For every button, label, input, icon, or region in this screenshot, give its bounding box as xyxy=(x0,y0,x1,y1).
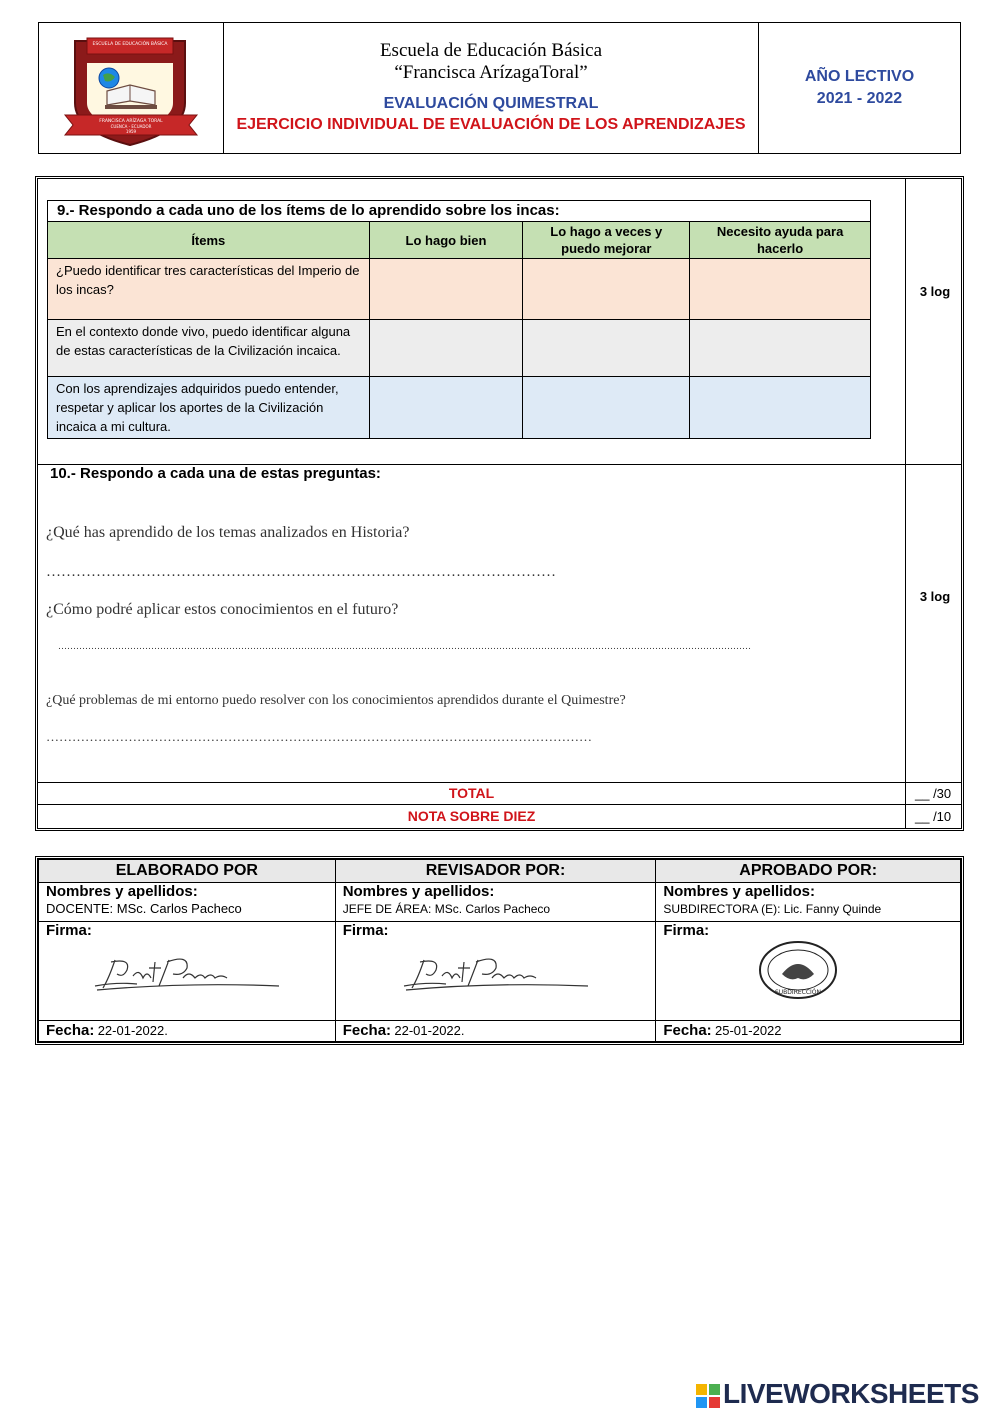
q9-row-2 xyxy=(48,320,871,377)
q9-score: 3 log xyxy=(919,284,951,299)
q9-answer-sometimes[interactable] xyxy=(523,320,690,377)
exercise-title: EJERCICIO INDIVIDUAL DE EVALUACIÓN DE LOS APRENDIZAJES xyxy=(236,116,746,133)
approval-header-aprobado: APROBADO POR: xyxy=(656,860,961,883)
approval-names-row xyxy=(39,883,961,922)
liveworksheets-text: LIVEWORKSHEETS xyxy=(723,1378,979,1409)
official-stamp xyxy=(754,934,844,1004)
q10-answer-3[interactable]: ……………………………………………………………………………………………………………… xyxy=(46,729,592,744)
logo-year-text: 1959 xyxy=(125,129,137,134)
q9-answer-good[interactable] xyxy=(369,259,523,320)
total-divider-top xyxy=(38,782,961,783)
q9-row-3 xyxy=(48,377,871,439)
approval-signature-row xyxy=(39,922,961,1021)
names-label: Nombres y apellidos: xyxy=(46,883,198,900)
liveworksheets-logo[interactable] xyxy=(696,1378,979,1410)
q10-question-3: ¿Qué problemas de mi entorno puedo resolver con los conocimientos aprendidos durante el Quimestre? xyxy=(46,693,626,708)
year-label: AÑO LECTIVO xyxy=(804,68,915,85)
firma-label: Firma: xyxy=(46,922,92,939)
fecha-revisado: 22-01-2022. xyxy=(394,1023,465,1038)
logo-banner-text: ESCUELA DE EDUCACIÓN BÁSICA xyxy=(92,42,168,47)
q10-answer-1[interactable]: ………………………………………………………………………………………… xyxy=(46,564,556,580)
q9-title: 9.- Respondo a cada uno de los ítems de lo aprendido sobre los incas: xyxy=(47,200,871,221)
q10-question-1: ¿Qué has aprendido de los temas analizados en Historia? xyxy=(46,524,410,541)
stamp-text: SUBDIRECCIÓN xyxy=(775,989,822,996)
fecha-label: Fecha: xyxy=(46,1022,95,1039)
q9-item-text: Con los aprendizajes adquiridos puedo entender, respetar y aplicar los aportes de la Civilización incaica a mi cultura. xyxy=(48,377,370,439)
q9-answer-help[interactable] xyxy=(690,377,871,439)
q9-answer-good[interactable] xyxy=(369,377,523,439)
approval-date-row xyxy=(39,1021,961,1042)
name-elaborado: DOCENTE: MSc. Carlos Pacheco xyxy=(46,901,242,916)
signature-elaborado xyxy=(87,948,287,998)
approval-header-elaborado: ELABORADO POR xyxy=(39,860,336,883)
q9-answer-sometimes[interactable] xyxy=(523,377,690,439)
q9-col-sometimes: Lo hago a veces y puedo mejorar xyxy=(523,222,690,259)
name-revisado: JEFE DE ÁREA: MSc. Carlos Pacheco xyxy=(342,902,551,916)
q9-col-items: Ítems xyxy=(48,222,370,259)
school-year-cell xyxy=(759,23,960,153)
header-title-cell xyxy=(224,23,759,153)
q10-question-2: ¿Cómo podré aplicar estos conocimientos en el futuro? xyxy=(46,601,399,618)
q9-answer-help[interactable] xyxy=(690,320,871,377)
approval-table xyxy=(38,859,961,1042)
q9-header-row xyxy=(48,222,871,259)
approval-table-frame xyxy=(35,856,964,1045)
q9-item-text: ¿Puedo identificar tres características del Imperio de los incas? xyxy=(48,259,370,320)
names-label: Nombres y apellidos: xyxy=(342,883,495,900)
school-name-line1: Escuela de Educación Básica xyxy=(379,40,603,61)
total-value[interactable]: __ /30 xyxy=(915,786,952,801)
evaluation-title: EVALUACIÓN QUIMESTRAL xyxy=(383,95,599,112)
total-divider-bottom xyxy=(38,804,961,805)
q9-col-good: Lo hago bien xyxy=(369,222,523,259)
q9-row-1 xyxy=(48,259,871,320)
logo-ribbon-text: FRANCISCA ARÍZAGA TORAL xyxy=(99,119,163,124)
total-label: TOTAL xyxy=(448,785,495,801)
evaluation-frame xyxy=(35,176,964,831)
liveworksheets-icon xyxy=(696,1384,720,1408)
fecha-label: Fecha: xyxy=(342,1022,392,1039)
q9-col-help: Necesito ayuda para hacerlo xyxy=(690,222,871,259)
q9-item-text: En el contexto donde vivo, puedo identificar alguna de estas características de la Civilización incaica. xyxy=(48,320,370,377)
names-label: Nombres y apellidos: xyxy=(663,883,816,900)
q9-answer-good[interactable] xyxy=(369,320,523,377)
nota-label: NOTA SOBRE DIEZ xyxy=(407,808,536,824)
q10-answer-2[interactable]: …………………………………………………………………………………………………………………………………………………………………………………………………………… xyxy=(58,641,751,651)
firma-label: Firma: xyxy=(342,922,389,939)
year-value: 2021 - 2022 xyxy=(816,90,903,107)
q10-score: 3 log xyxy=(919,589,951,604)
firma-label: Firma: xyxy=(663,922,710,939)
logo-city-text: CUENCA - ECUADOR xyxy=(110,124,152,129)
fecha-label: Fecha: xyxy=(663,1022,712,1039)
fecha-aprobado: 25-01-2022 xyxy=(715,1023,782,1038)
name-aprobado: SUBDIRECTORA (E): Lic. Fanny Quinde xyxy=(663,902,882,916)
document-header xyxy=(38,22,961,154)
school-name-line2: “Francisca ArízagaToral” xyxy=(394,62,588,83)
q9-table xyxy=(47,221,871,439)
school-logo-cell xyxy=(39,23,224,153)
nota-value[interactable]: __ /10 xyxy=(915,809,952,824)
approval-header-revisado: REVISADOR POR: xyxy=(335,860,656,883)
score-column-divider xyxy=(905,179,906,828)
approval-header-row xyxy=(39,860,961,883)
q10-title: 10.- Respondo a cada una de estas preguntas: xyxy=(50,465,381,482)
fecha-elaborado: 22-01-2022. xyxy=(97,1023,168,1038)
signature-revisado xyxy=(396,948,596,998)
school-logo xyxy=(39,23,224,153)
q9-answer-sometimes[interactable] xyxy=(523,259,690,320)
q9-answer-help[interactable] xyxy=(690,259,871,320)
